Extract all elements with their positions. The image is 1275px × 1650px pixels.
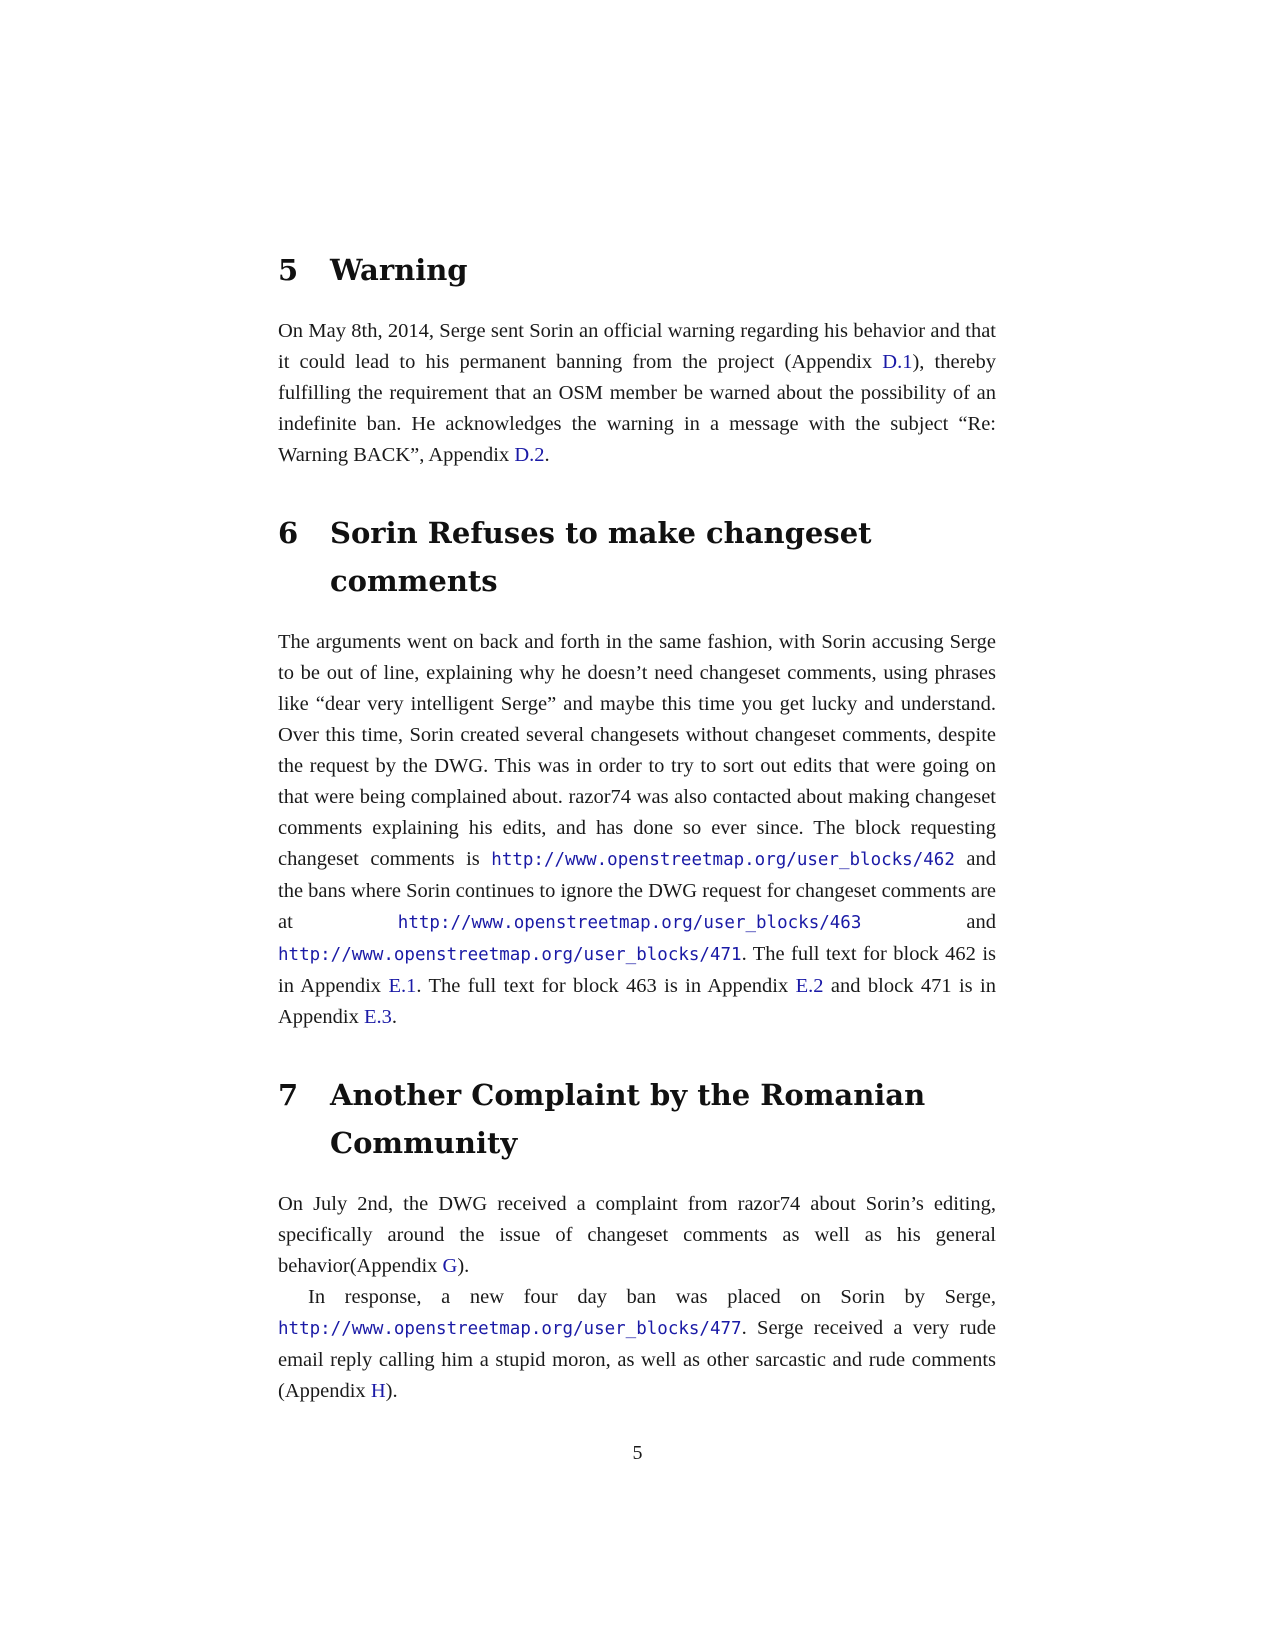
section-number: 6 bbox=[278, 516, 299, 550]
text-run: ). bbox=[457, 1255, 470, 1277]
url-link-block-463[interactable]: http://www.openstreetmap.org/user_blocks/463 bbox=[397, 913, 862, 933]
text-run: . Serge received a very rude email reply calling him a stupid moron, as well as other sarcastic and rude comments (Appendix bbox=[278, 1317, 996, 1402]
section-title: Another Complaint by the Romanian Community bbox=[330, 1078, 926, 1160]
url-link-block-462[interactable]: http://www.openstreetmap.org/user_blocks/462 bbox=[491, 850, 955, 870]
text-run: On May 8th, 2014, Serge sent Sorin an official warning regarding his behavior and that it could lead to his permanent banning from the project (Appendix bbox=[278, 320, 996, 373]
text-run: ), thereby fulfilling the requirement that an OSM member be warned about the possibility of an indefinite ban. He acknowledges the warning in a message with the subject “Re: Warning BACK”, Appendix bbox=[278, 351, 996, 466]
paragraph bbox=[278, 627, 996, 1033]
section-heading bbox=[278, 1071, 996, 1167]
spacer bbox=[278, 471, 996, 509]
appendix-link-d2[interactable]: D.2 bbox=[514, 444, 545, 466]
section-changeset-comments bbox=[278, 509, 996, 1033]
url-link-block-471[interactable]: http://www.openstreetmap.org/user_blocks/471 bbox=[278, 945, 742, 965]
document-page bbox=[278, 246, 996, 1407]
spacer bbox=[278, 1033, 996, 1071]
section-heading bbox=[278, 509, 996, 605]
section-warning bbox=[278, 246, 996, 471]
page-number: 5 bbox=[632, 1442, 643, 1464]
text-run: . bbox=[391, 1006, 398, 1028]
text-run: . The full text for block 463 is in Appendix bbox=[416, 975, 796, 997]
text-run: In response, a new four day ban was placed on Sorin by Serge, bbox=[308, 1286, 996, 1308]
text-run: and block 471 is in Appendix bbox=[278, 975, 996, 1028]
section-title: Sorin Refuses to make changeset comments bbox=[330, 516, 872, 598]
paragraph bbox=[278, 1282, 996, 1407]
section-title: Warning bbox=[330, 253, 468, 287]
section-another-complaint bbox=[278, 1071, 996, 1407]
section-heading bbox=[278, 246, 996, 294]
text-run: ). bbox=[385, 1380, 398, 1402]
url-link-block-477[interactable]: http://www.openstreetmap.org/user_blocks/477 bbox=[278, 1319, 742, 1339]
paragraph bbox=[278, 1189, 996, 1282]
section-number: 7 bbox=[278, 1078, 299, 1112]
text-run: The arguments went on back and forth in the same fashion, with Sorin accusing Serge to be out of line, explaining why he doesn’t need changeset comments, using phrases like “dear very intelligent Serge” and maybe this time you get lucky and understand. Over this time, Sorin created several changesets without changeset comments, despite the request by the DWG. This was in order to try to sort out edits that were going on that were being complained about. razor74 was also contacted about making changeset comments explaining his edits, and has done so ever since. The block requesting changeset comments is bbox=[278, 631, 996, 870]
text-run: . bbox=[544, 444, 550, 466]
appendix-link-h[interactable]: H bbox=[370, 1380, 386, 1402]
paragraph bbox=[278, 316, 996, 471]
appendix-link-d1[interactable]: D.1 bbox=[882, 351, 913, 373]
appendix-link-e3[interactable]: E.3 bbox=[363, 1006, 392, 1028]
text-run: and bbox=[861, 911, 996, 933]
appendix-link-e2[interactable]: E.2 bbox=[795, 975, 824, 997]
appendix-link-g[interactable]: G bbox=[442, 1255, 458, 1277]
text-run: . The full text for block 462 is in Appendix bbox=[278, 943, 996, 997]
appendix-link-e1[interactable]: E.1 bbox=[388, 975, 417, 997]
text-run: On July 2nd, the DWG received a complaint from razor74 about Sorin’s editing, specifically around the issue of changeset comments as well as his general behavior(Appendix bbox=[278, 1193, 996, 1277]
text-run: and the bans where Sorin continues to ignore the DWG request for changeset comments are at bbox=[278, 848, 996, 933]
section-number: 5 bbox=[278, 253, 299, 287]
